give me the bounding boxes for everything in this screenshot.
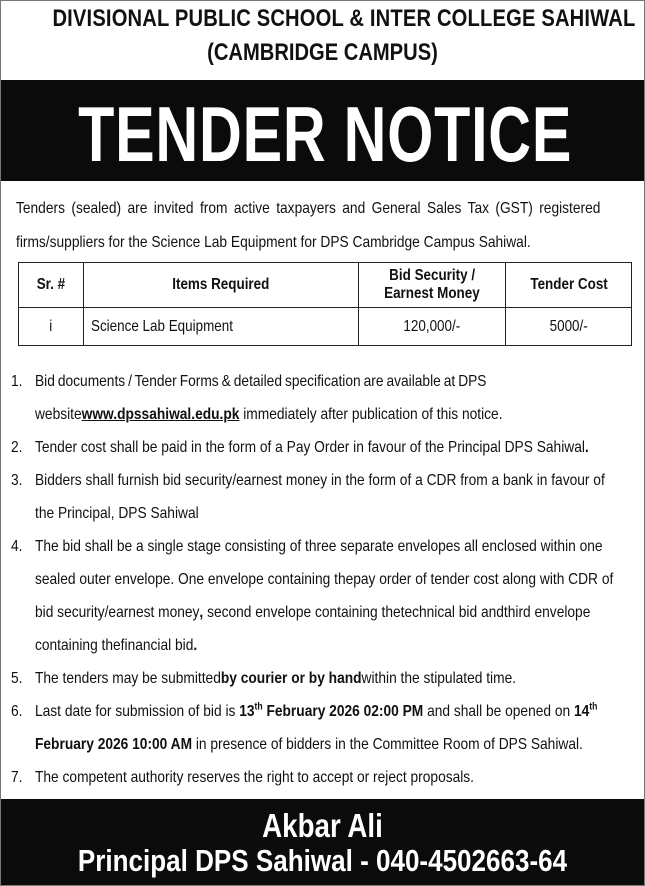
col-header-items: Items Required xyxy=(83,263,358,308)
term-item-3: 3. Bidders shall furnish bid security/earnest money in the form of a CDR from a bank in favour of the Principal, DPS Sahiwal xyxy=(11,472,605,522)
intro-paragraph xyxy=(16,192,616,260)
cell-sr: i xyxy=(19,308,84,346)
cell-bid-security: 120,000/- xyxy=(359,308,506,346)
cell-item: Science Lab Equipment xyxy=(83,308,358,346)
col-header-sr: Sr. # xyxy=(19,263,84,308)
term-item-6: 6. Last date for submission of bid is 13th February 2026 02:00 PM and shall be opened on 14th February 2026 10:00 AM in presence of bidders in the Committee Room of DPS Sahiwal. xyxy=(11,701,598,753)
campus-name: (CAMBRIDGE CAMPUS) xyxy=(207,39,438,66)
intro-line-1: Tenders (sealed) are invited from active taxpayers and General Sales Tax (GST) registered xyxy=(16,200,601,217)
signatory-name: Akbar Ali xyxy=(262,807,383,844)
website-link[interactable]: www.dpssahiwal.edu.pk xyxy=(81,406,240,423)
intro-line-2: firms/suppliers for the Science Lab Equipment for DPS Cambridge Campus Sahiwal. xyxy=(16,234,531,251)
terms-list xyxy=(11,365,617,794)
tender-table xyxy=(18,262,632,346)
footer-signature xyxy=(1,799,644,885)
table-row xyxy=(19,308,632,346)
title-banner xyxy=(1,80,644,181)
term-item-5: 5. The tenders may be submittedby courier or by handwithin the stipulated time. xyxy=(11,670,517,687)
signatory-designation: Principal DPS Sahiwal - 040-4502663-64 xyxy=(77,843,568,878)
col-header-tender-cost: Tender Cost xyxy=(506,263,632,308)
school-name: DIVISIONAL PUBLIC SCHOOL & INTER COLLEGE SAHIWAL xyxy=(52,5,636,32)
term-item-7: 7. The competent authority reserves the right to accept or reject proposals. xyxy=(11,769,475,786)
cell-tender-cost: 5000/- xyxy=(506,308,632,346)
term-item-2: 2. Tender cost shall be paid in the form of a Pay Order in favour of the Principal DPS Sahiwal. xyxy=(11,439,589,456)
header xyxy=(1,1,644,79)
term-item-1: 1. Bid documents / Tender Forms & detailed specification are available at DPS websitewww.dpssahiwal.edu.pk immediately after publication of this notice. xyxy=(11,373,503,423)
col-header-bid-security: Bid Security / Earnest Money xyxy=(359,263,506,308)
page-title: TENDER NOTICE xyxy=(78,90,573,178)
table-header-row xyxy=(19,263,632,308)
term-item-4: 4. The bid shall be a single stage consisting of three separate envelopes all enclosed within one sealed outer envelope. One envelope containing thepay order of tender cost along with CDR of bid security/earnest money, second envelope containing thetechnical bid andthird envelope containing thefinancial bid. xyxy=(11,538,614,654)
